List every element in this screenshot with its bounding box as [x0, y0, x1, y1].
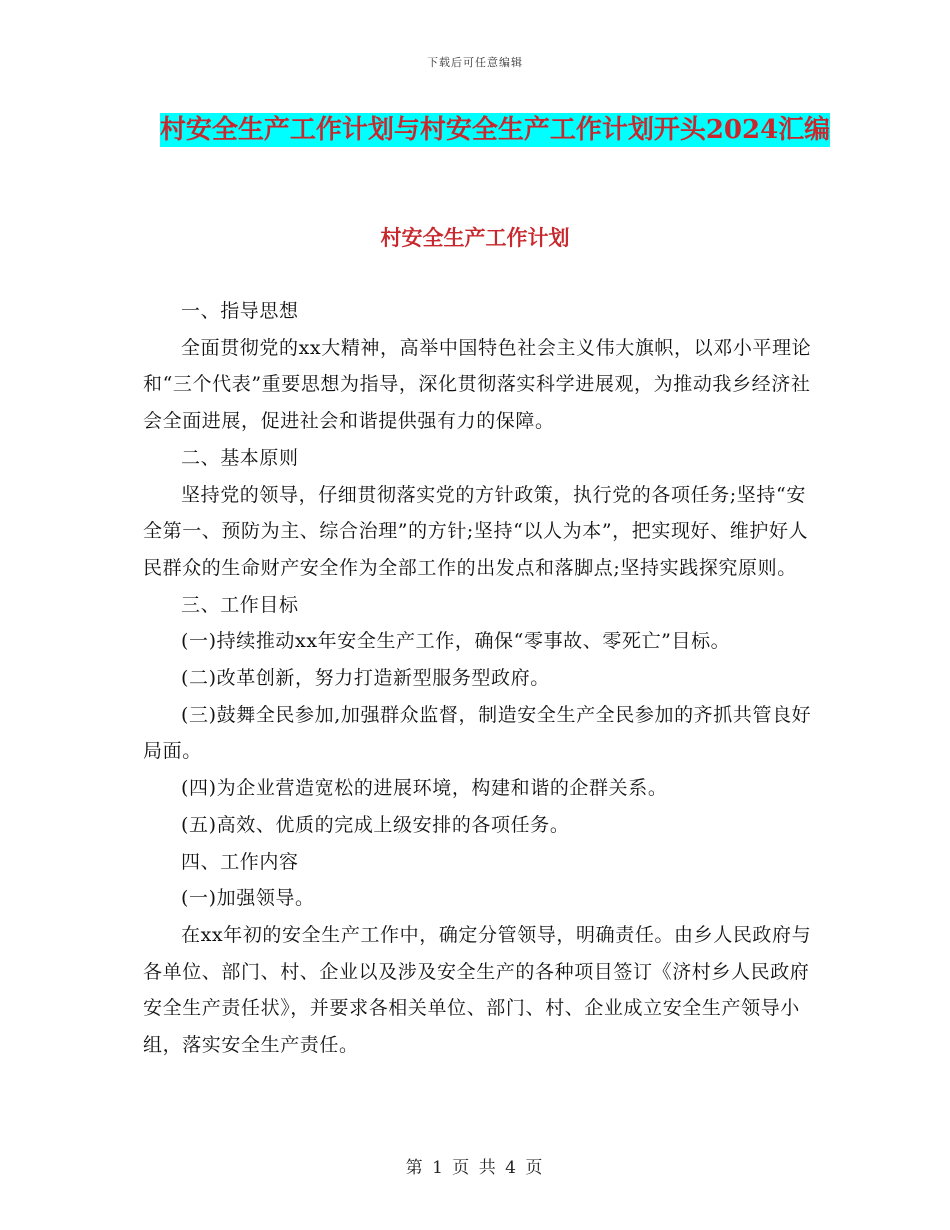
document-title: [150, 108, 840, 153]
page-header-note: 下载后可任意编辑: [427, 56, 523, 69]
document-title-text: 村安全生产工作计划与村安全生产工作计划开头2024汇编: [159, 115, 831, 145]
list-item: (五)高效、优质的完成上级安排的各项任务。: [181, 813, 570, 836]
heading-basic-principles: 二、基本原则: [181, 446, 299, 469]
heading-work-content: 四、工作内容: [181, 850, 299, 873]
list-item: (四)为企业营造宽松的进展环境，构建和谐的企群关系。: [181, 777, 668, 800]
list-item: (三)鼓舞全民参加,加强群众监督，制造安全生产全民参加的齐抓共管良好局面。: [143, 703, 812, 763]
paragraph: 全面贯彻党的xx大精神，高举中国特色社会主义伟大旗帜，以邓小平理论和“三个代表”重要思想为指导，深化贯彻落实科学进展观，为推动我乡经济社会全面进展，促进社会和谐提供强有力的保障。: [143, 336, 812, 433]
section-title: 村安全生产工作计划: [380, 225, 570, 250]
heading-work-goals: 三、工作目标: [181, 593, 299, 616]
list-item: (一)持续推动xx年安全生产工作，确保“零事故、零死亡”目标。: [181, 630, 731, 653]
page-number: 第 1 页 共 4 页: [405, 1158, 545, 1178]
list-item: (一)加强领导。: [181, 887, 315, 910]
document-body: [143, 293, 818, 1064]
list-item: (二)改革创新，努力打造新型服务型政府。: [181, 667, 550, 690]
paragraph: 坚持党的领导，仔细贯彻落实党的方针政策，执行党的各项任务;坚持“安全第一、预防为主、综合治理”的方针;坚持“以人为本”，把实现好、维护好人民群众的生命财产安全作为全部工作的出发点和落脚点;坚持实践探究原则。: [143, 483, 809, 579]
heading-guiding-ideology: 一、指导思想: [181, 300, 299, 322]
paragraph: 在xx年初的安全生产工作中，确定分管领导，明确责任。由乡人民政府与各单位、部门、村、企业以及涉及安全生产的各种项目签订《济村乡人民政府安全生产责任状》，并要求各相关单位、部门、村、企业成立安全生产领导小组，落实安全生产责任。: [143, 923, 812, 1057]
